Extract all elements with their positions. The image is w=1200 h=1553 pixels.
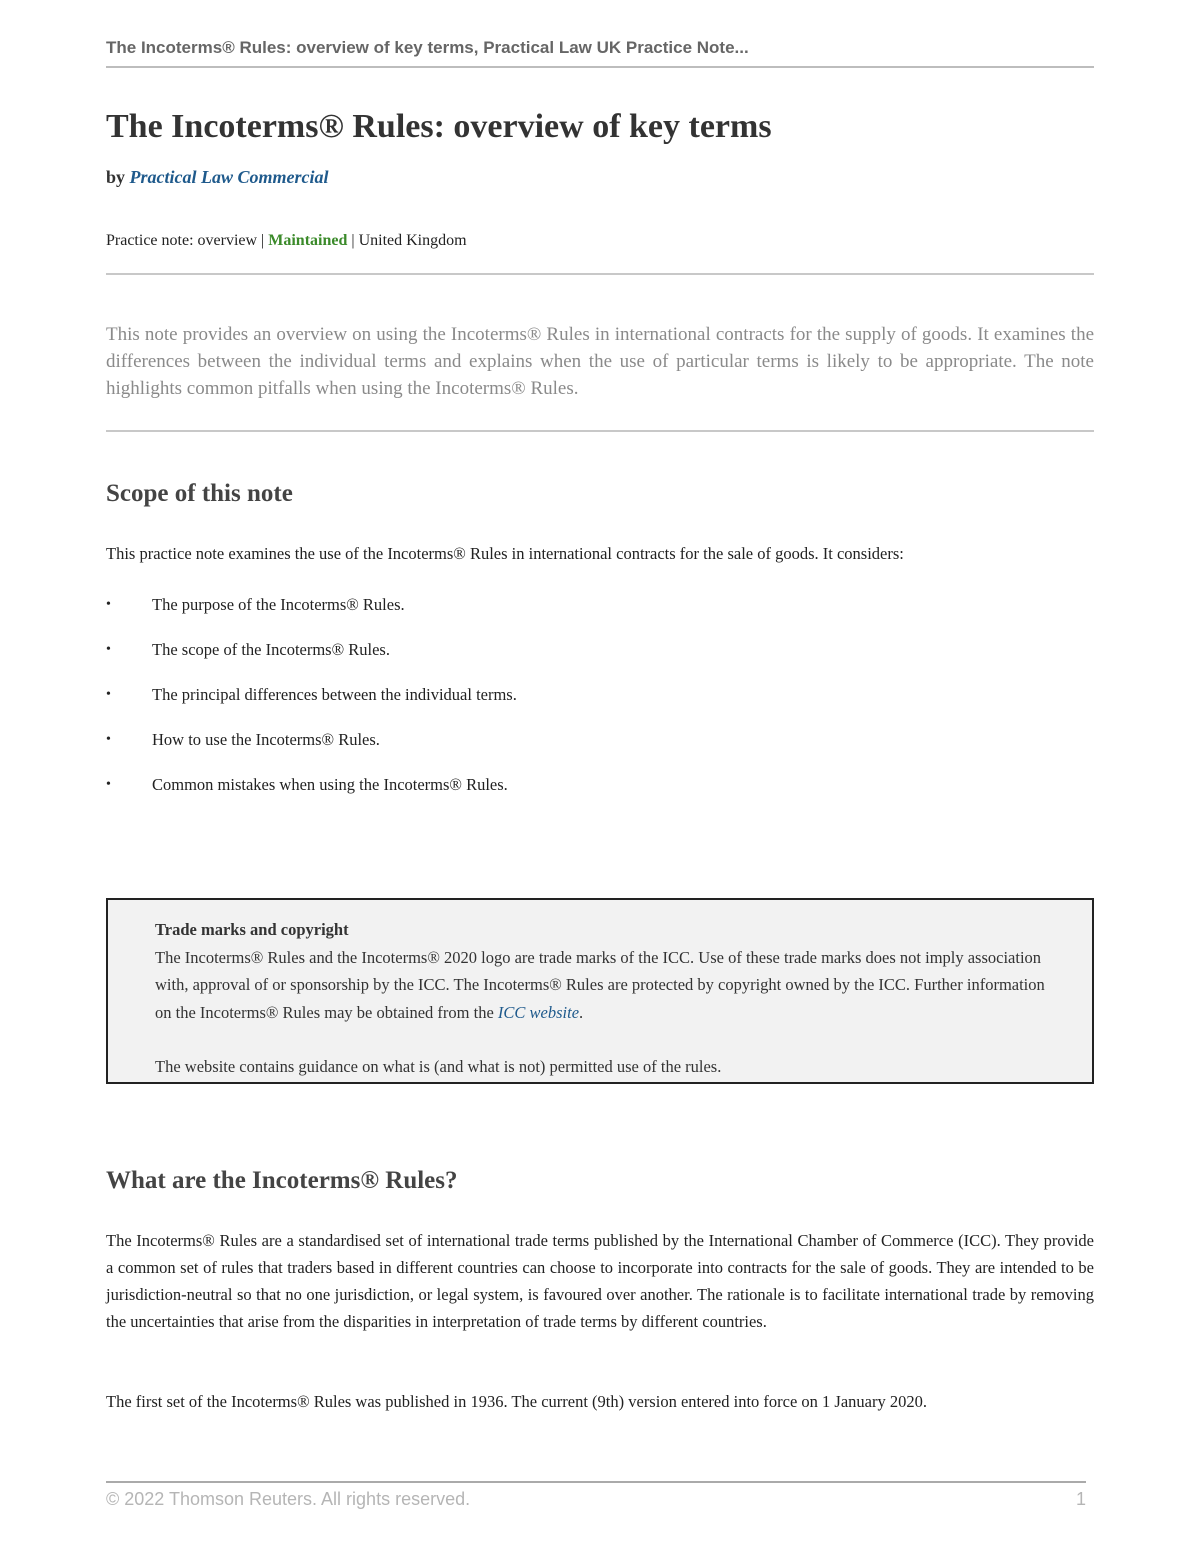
page-number: 1 xyxy=(1075,1489,1086,1509)
notice-body-end: . xyxy=(579,1002,584,1022)
running-header: The Incoterms® Rules: overview of key terms, Practical Law UK Practice Note... xyxy=(106,38,749,57)
icc-website-link[interactable]: ICC website xyxy=(497,1002,580,1022)
notice-title: Trade marks and copyright xyxy=(155,920,349,939)
document-type: Practice note: overview xyxy=(106,232,258,249)
notice-guidance: The website contains guidance on what is (and what is not) permitted use of the rules. xyxy=(155,1057,722,1076)
copyright: © 2022 Thomson Reuters. All rights reserved. xyxy=(106,1489,471,1509)
meta-divider xyxy=(106,273,1094,275)
by-label: by xyxy=(106,167,126,187)
bullet-icon: • xyxy=(106,642,111,657)
byline xyxy=(106,167,329,188)
what-paragraph-1: The Incoterms® Rules are a standardised set of international trade terms published by the International Chamber of Commerce (ICC). They provide a common set of rules that traders based in different countries can choose to incorporate into contracts for the sale of goods. They are intended to be jurisdiction-neutral so that no one jurisdiction, or legal system, is favoured over another. The rationale is to facilitate international trade by removing the uncertainties that arise from the disparities in interpretation of trade terms by different countries. xyxy=(106,1231,1094,1331)
notice-content xyxy=(155,916,1055,1081)
list-item-text: The purpose of the Incoterms® Rules. xyxy=(152,595,405,614)
page-footer xyxy=(106,1489,1086,1510)
bullet-icon: • xyxy=(106,687,111,702)
scope-heading: Scope of this note xyxy=(106,480,293,507)
list-item xyxy=(106,772,1094,817)
what-paragraph-2: The first set of the Incoterms® Rules was published in 1936. The current (9th) version entered into force on 1 January 2020. xyxy=(106,1392,927,1411)
list-item-text: The principal differences between the individual terms. xyxy=(152,685,517,704)
list-item xyxy=(106,727,1094,772)
what-are-heading: What are the Incoterms® Rules? xyxy=(106,1167,458,1194)
bullet-icon: • xyxy=(106,597,111,612)
document-meta xyxy=(106,232,467,250)
meta-separator: | xyxy=(347,232,359,249)
scope-intro: This practice note examines the use of the Incoterms® Rules in international contracts for the sale of goods. It considers: xyxy=(106,544,904,563)
list-item xyxy=(106,637,1094,682)
header-divider xyxy=(106,66,1094,68)
jurisdiction: United Kingdom xyxy=(358,232,467,249)
list-item-text: The scope of the Incoterms® Rules. xyxy=(152,640,390,659)
list-item xyxy=(106,682,1094,727)
document-title: The Incoterms® Rules: overview of key terms xyxy=(106,108,772,145)
trademark-notice-box xyxy=(106,898,1094,1084)
document-summary: This note provides an overview on using the Incoterms® Rules in international contracts for the supply of goods. It examines the differences between the individual terms and explains when the use of particular terms is likely to be appropriate. The note highlights common pitfalls when using the Incoterms® Rules. xyxy=(106,324,1094,399)
list-item-text: Common mistakes when using the Incoterms® Rules. xyxy=(152,775,508,794)
bullet-icon: • xyxy=(106,732,111,747)
notice-body xyxy=(155,944,1055,1027)
summary-divider xyxy=(106,430,1094,432)
list-item-text: How to use the Incoterms® Rules. xyxy=(152,730,380,749)
meta-separator: | xyxy=(257,232,269,249)
author-link[interactable]: Practical Law Commercial xyxy=(129,167,329,187)
notice-body-text: The Incoterms® Rules and the Incoterms® 2020 logo are trade marks of the ICC. Use of these trade marks does not imply association with, approval of or sponsorship by the ICC. The Incoterms® Rules are protected by copyright owned by the ICC. Further information on the Incoterms® Rules may be obtained from the xyxy=(155,947,1045,1022)
status-badge: Maintained xyxy=(268,232,348,249)
footer-divider xyxy=(106,1481,1086,1483)
list-item xyxy=(106,592,1094,637)
bullet-icon: • xyxy=(106,777,111,792)
scope-list xyxy=(106,592,1094,817)
